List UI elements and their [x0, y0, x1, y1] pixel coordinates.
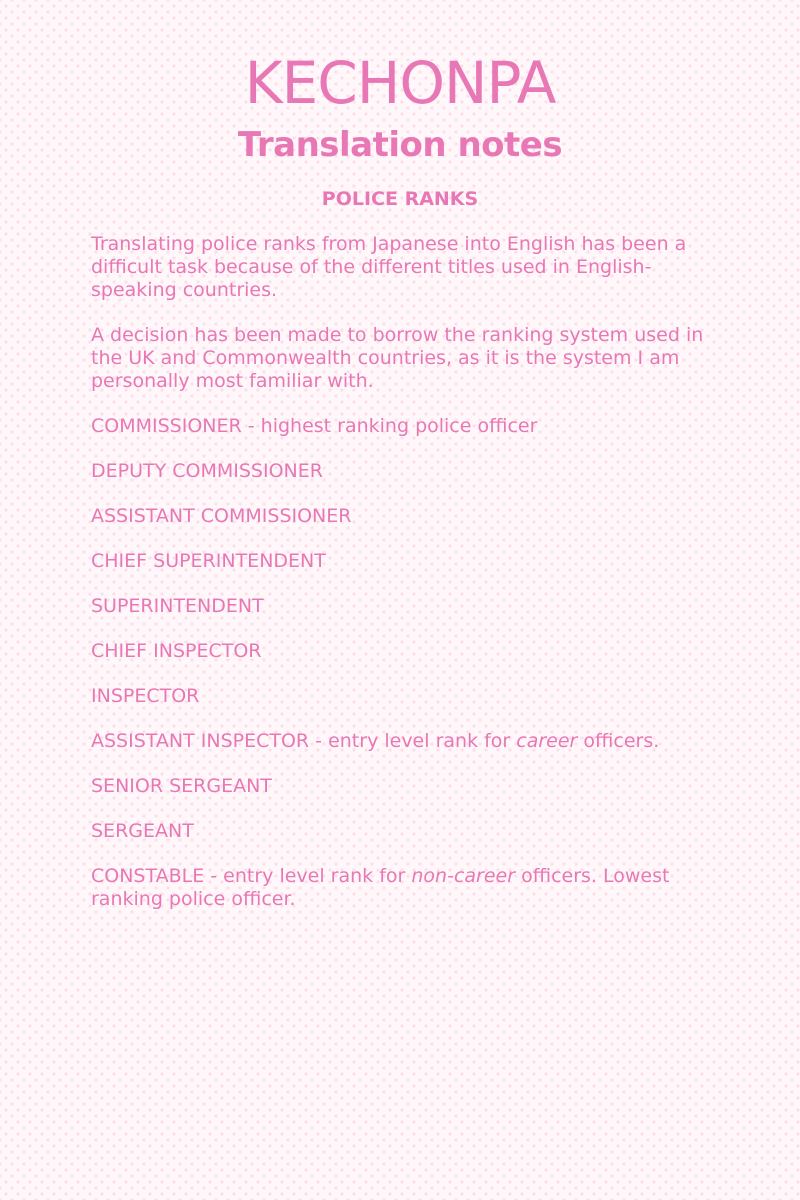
rank-item-senior-sergeant: SENIOR SERGEANT [91, 775, 272, 797]
rank-emphasis: career [516, 730, 578, 752]
rank-item-deputy-commissioner: DEPUTY COMMISSIONER [91, 460, 323, 482]
rank-text: CONSTABLE - entry level rank for [91, 865, 412, 887]
rank-item-chief-superintendent: CHIEF SUPERINTENDENT [91, 550, 326, 572]
rank-item-constable [91, 865, 721, 911]
rank-emphasis: non-career [411, 865, 516, 887]
rank-text: officers. Lowest ranking police officer. [91, 865, 670, 910]
rank-item-assistant-commissioner: ASSISTANT COMMISSIONER [91, 505, 352, 527]
rank-item-sergeant: SERGEANT [91, 820, 194, 842]
rank-text: officers. [577, 730, 660, 752]
notes-body [91, 233, 721, 933]
rank-item-assistant-inspector [91, 730, 721, 753]
intro-paragraph: Translating police ranks from Japanese into English has been a difficult task because of the different titles used in English-speaking countries. [91, 233, 687, 301]
section-heading: POLICE RANKS [321, 188, 479, 210]
rank-text: ASSISTANT INSPECTOR - entry level rank for [91, 730, 517, 752]
page-title: KECHONPA [244, 49, 556, 117]
rank-item-superintendent: SUPERINTENDENT [91, 595, 264, 617]
rank-item-inspector: INSPECTOR [91, 685, 200, 707]
rank-item-commissioner: COMMISSIONER - highest ranking police officer [91, 415, 538, 437]
intro-paragraph: A decision has been made to borrow the ranking system used in the UK and Commonwealth countries, as it is the system I am personally most familiar with. [91, 324, 704, 392]
rank-item-chief-inspector: CHIEF INSPECTOR [91, 640, 262, 662]
page-subtitle: Translation notes [237, 125, 563, 165]
